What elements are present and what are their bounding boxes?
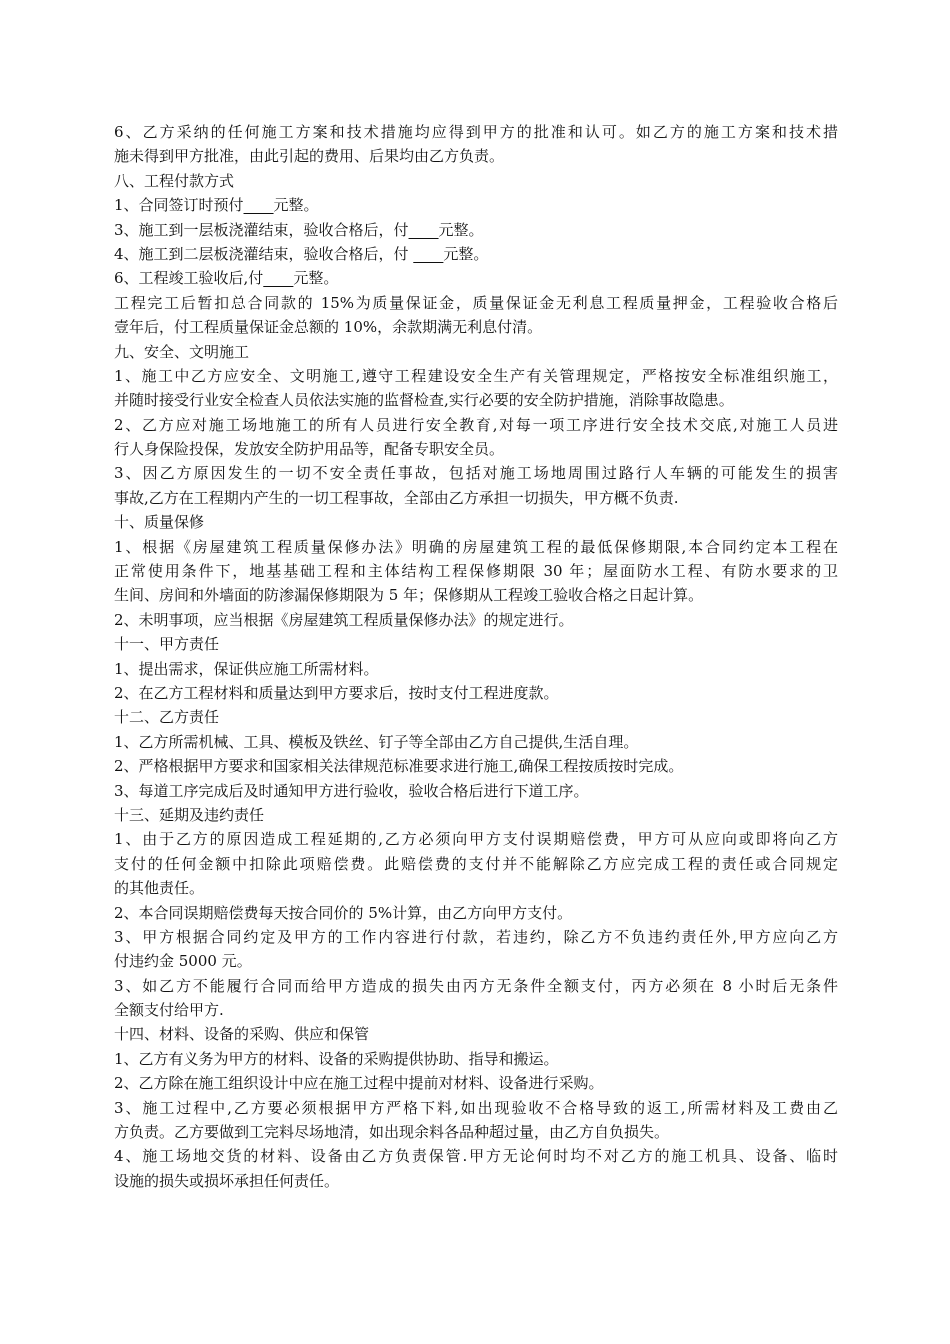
text-line: 十三、延期及违约责任 (114, 805, 265, 824)
amount-blank: ____ (408, 220, 439, 239)
text-line: 十一、甲方责任 (114, 635, 220, 654)
text-line: 1、施工中乙方应安全、文明施工,遵守工程建设安全生产有关管理规定，严格按安全标准组织施工， (114, 366, 838, 385)
text-line: 2、乙方除在施工组织设计中应在施工过程中提前对材料、设备进行采购。 (114, 1074, 604, 1093)
line-text: 6、工程竣工验收后,付 (114, 269, 264, 288)
text-line: 1、乙方所需机械、工具、模板及铁丝、钉子等全部由乙方自己提供,生活自理。 (114, 732, 639, 751)
text-line: 2、本合同误期赔偿费每天按合同价的 5%计算，由乙方向甲方支付。 (114, 903, 573, 922)
text-line: 事故,乙方在工程期内产生的一切工程事故，全部由乙方承担一切损失，甲方概不负责. (114, 488, 679, 507)
text-line: 3、甲方根据合同约定及甲方的工作内容进行付款，若违约，除乙方不负违约责任外,甲方应向乙方 (114, 927, 838, 946)
text-line: 正常使用条件下，地基基础工程和主体结构工程保修期限 30 年；屋面防水工程、有防水要求的卫 (114, 562, 838, 581)
text-line: 付违约金 5000 元。 (114, 952, 252, 971)
text-line: 1、提出需求，保证供应施工所需材料。 (114, 659, 379, 678)
line-text-suffix: 元整。 (273, 196, 319, 215)
line-text: 1、合同签订时预付 (114, 196, 244, 215)
text-line: 4、施工场地交货的材料、设备由乙方负责保管.甲方无论何时均不对乙方的施工机具、设备、临时 (114, 1147, 838, 1166)
text-line: 设施的损失或损坏承担任何责任。 (114, 1171, 340, 1190)
text-line (114, 242, 838, 266)
text-line: 施未得到甲方批准，由此引起的费用、后果均由乙方负责。 (114, 147, 505, 166)
text-line: 2、严格根据甲方要求和国家相关法律规范标准要求进行施工,确保工程按质按时完成。 (114, 757, 684, 776)
line-text-suffix: 元整。 (438, 220, 484, 239)
text-line: 并随时接受行业安全检查人员依法实施的监督检查,实行必要的安全防护措施，消除事故隐患。 (114, 391, 734, 410)
text-line: 2、在乙方工程材料和质量达到甲方要求后，按时支付工程进度款。 (114, 683, 559, 702)
line-text-suffix: 元整。 (443, 244, 489, 263)
text-line: 2、未明事项，应当根据《房屋建筑工程质量保修办法》的规定进行。 (114, 610, 574, 629)
text-line: 生间、房间和外墙面的防渗漏保修期限为 5 年；保修期从工程竣工验收合格之日起计算。 (114, 586, 704, 605)
text-line: 九、安全、文明施工 (114, 342, 250, 361)
text-line: 十二、乙方责任 (114, 708, 220, 727)
text-line: 3、每道工序完成后及时通知甲方进行验收，验收合格后进行下道工序。 (114, 781, 589, 800)
amount-blank: ____ (243, 196, 274, 215)
text-line: 支付的任何金额中扣除此项赔偿费。此赔偿费的支付并不能解除乙方应完成工程的责任或合同规定 (114, 854, 838, 873)
text-line: 全额支付给甲方. (114, 1001, 224, 1020)
text-line: 方负责。乙方要做到工完料尽场地清，如出现余料各品种超过量，由乙方自负损失。 (114, 1123, 670, 1142)
text-line: 2、乙方应对施工场地施工的所有人员进行安全教育,对每一项工序进行安全技术交底,对施工人员进 (114, 415, 838, 434)
text-line: 八、工程付款方式 (114, 171, 235, 190)
line-text: 3、施工到一层板浇灌结束，验收合格后，付 (114, 220, 409, 239)
text-line: 行人身保险投保，发放安全防护用品等，配备专职安全员。 (114, 440, 505, 459)
text-line: 1、根据《房屋建筑工程质量保修办法》明确的房屋建筑工程的最低保修期限,本合同约定本工程在 (114, 537, 838, 556)
text-line: 1、由于乙方的原因造成工程延期的,乙方必须向甲方支付误期赔偿费，甲方可从应向或即将向乙方 (114, 830, 838, 849)
text-line: 3、施工过程中,乙方要必须根据甲方严格下料,如出现验收不合格导致的返工,所需材料及工费由乙 (114, 1098, 838, 1117)
text-line: 十、质量保修 (114, 513, 205, 532)
text-line: 6、乙方采纳的任何施工方案和技术措施均应得到甲方的批准和认可。如乙方的施工方案和技术措 (114, 123, 838, 141)
text-line: 十四、材料、设备的采购、供应和保管 (114, 1025, 370, 1044)
text-line (114, 193, 838, 217)
line-text-suffix: 元整。 (293, 269, 339, 288)
document-body (114, 120, 838, 1193)
text-line: 的其他责任。 (114, 879, 205, 898)
text-line: 壹年后，付工程质量保证金总额的 10%，余款期满无利息付清。 (114, 318, 543, 337)
amount-blank: ____ (413, 244, 444, 263)
text-line: 1、乙方有义务为甲方的材料、设备的采购提供协助、指导和搬运。 (114, 1049, 559, 1068)
text-line: 3、因乙方原因发生的一切不安全责任事故，包括对施工场地周围过路行人车辆的可能发生的损害 (114, 464, 838, 483)
text-line: 工程完工后暂扣总合同款的 15%为质量保证金，质量保证金无利息工程质量押金，工程验收合格后 (114, 293, 838, 312)
line-text: 4、施工到二层板浇灌结束，验收合格后，付 (114, 244, 414, 263)
text-line: 3、如乙方不能履行合同而给甲方造成的损失由丙方无条件全额支付，丙方必须在 8 小时后无条件 (114, 976, 838, 995)
amount-blank: ____ (263, 269, 294, 288)
text-line (114, 218, 838, 242)
text-line (114, 266, 838, 290)
